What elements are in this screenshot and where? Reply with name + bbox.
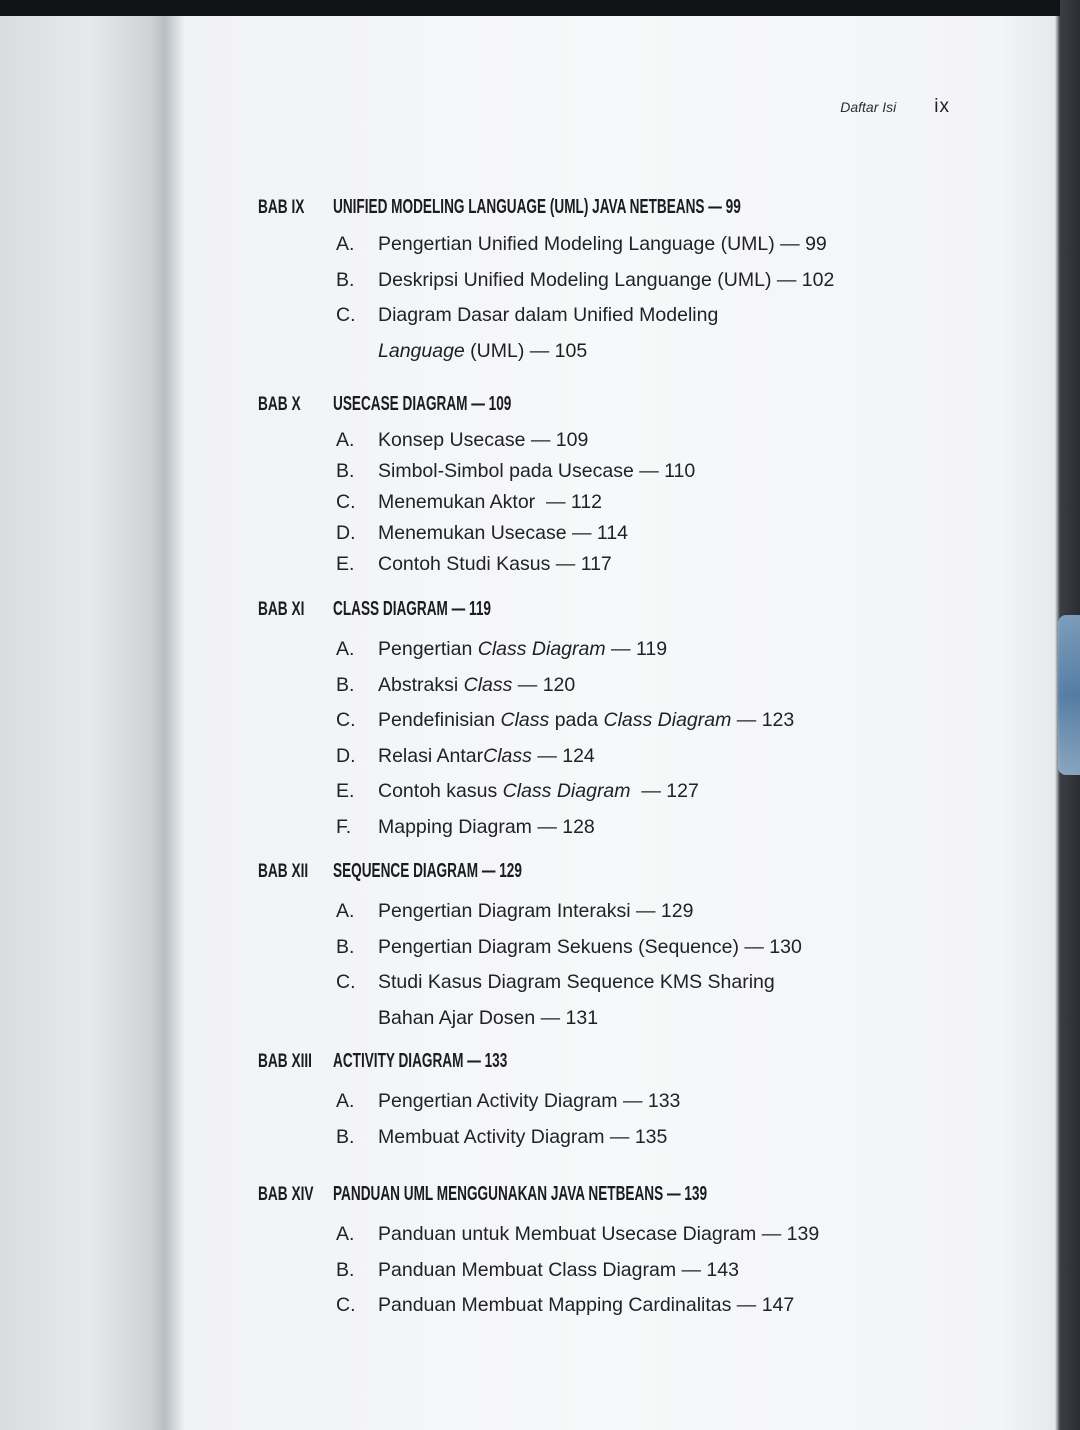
toc-entry: B. Simbol-Simbol pada Usecase — 110 (336, 460, 696, 482)
toc-entry: A. Pengertian Class Diagram — 119 (336, 638, 668, 660)
chapter-title: SEQUENCE DIAGRAM — 129 (333, 860, 522, 882)
toc-entry: C. Pendefinisian Class pada Class Diagram — 123 (336, 709, 795, 731)
chapter-label: BAB XIII (258, 1051, 312, 1072)
chapter-bab-ix (258, 196, 958, 393)
page-edge-tab (1058, 615, 1080, 775)
toc-entry: A. Konsep Usecase — 109 (336, 429, 589, 451)
toc-entry: E. Contoh kasus Class Diagram — 127 (336, 780, 699, 802)
chapter-title: ACTIVITY DIAGRAM — 133 (333, 1050, 508, 1072)
header-page-number: ix (934, 96, 950, 117)
chapter-bab-xiii (258, 1050, 958, 1183)
chapter-title: CLASS DIAGRAM — 119 (333, 598, 491, 620)
toc-entry: A. Panduan untuk Membuat Usecase Diagram — 139 (336, 1223, 820, 1245)
chapter-label: BAB XIV (258, 1184, 314, 1205)
chapter-label: BAB X (258, 394, 301, 415)
header-title: Daftar Isi (840, 99, 897, 115)
toc-entry-continuation: Bahan Ajar Dosen — 131 (378, 1006, 599, 1029)
toc-entry: C. Menemukan Aktor — 112 (336, 491, 603, 513)
toc-entry-continuation: Language (UML) — 105 (378, 339, 588, 362)
chapter-bab-x (258, 393, 958, 598)
chapter-title: USECASE DIAGRAM — 109 (333, 393, 512, 415)
toc-entry: C. Diagram Dasar dalam Unified Modeling (336, 304, 719, 326)
toc-entry: C. Panduan Membuat Mapping Cardinalitas — 147 (336, 1294, 795, 1316)
running-header (840, 96, 950, 118)
toc-entry: B. Membuat Activity Diagram — 135 (336, 1125, 668, 1148)
toc-entry: A. Pengertian Activity Diagram — 133 (336, 1090, 681, 1112)
toc-entry: B. Panduan Membuat Class Diagram — 143 (336, 1258, 739, 1281)
chapter-label: BAB XII (258, 861, 309, 882)
chapter-title: UNIFIED MODELING LANGUAGE (UML) JAVA NETBEANS — 99 (333, 196, 741, 218)
toc-entry: F. Mapping Diagram — 128 (336, 815, 595, 838)
toc-entry: E. Contoh Studi Kasus — 117 (336, 553, 612, 575)
chapter-bab-xii (258, 860, 958, 1050)
page-top-edge (0, 0, 1060, 16)
toc-entry: A. Pengertian Unified Modeling Language (UML) — 99 (336, 233, 827, 255)
chapter-label: BAB XI (258, 599, 305, 620)
toc-entry: B. Abstraksi Class — 120 (336, 673, 576, 696)
toc-entry: D. Relasi AntarClass — 124 (336, 744, 595, 767)
chapter-title: PANDUAN UML MENGGUNAKAN JAVA NETBEANS — 139 (333, 1183, 708, 1205)
table-of-contents (258, 196, 958, 1324)
toc-entry: A. Pengertian Diagram Interaksi — 129 (336, 900, 694, 922)
chapter-bab-xi (258, 598, 958, 860)
chapter-label: BAB IX (258, 197, 305, 218)
chapter-bab-xiv (258, 1183, 958, 1324)
toc-entry: B. Deskripsi Unified Modeling Languange (UML) — 102 (336, 268, 835, 291)
toc-entry: C. Studi Kasus Diagram Sequence KMS Sharing (336, 971, 775, 993)
toc-entry: D. Menemukan Usecase — 114 (336, 522, 629, 544)
toc-entry: B. Pengertian Diagram Sekuens (Sequence) — 130 (336, 935, 802, 958)
